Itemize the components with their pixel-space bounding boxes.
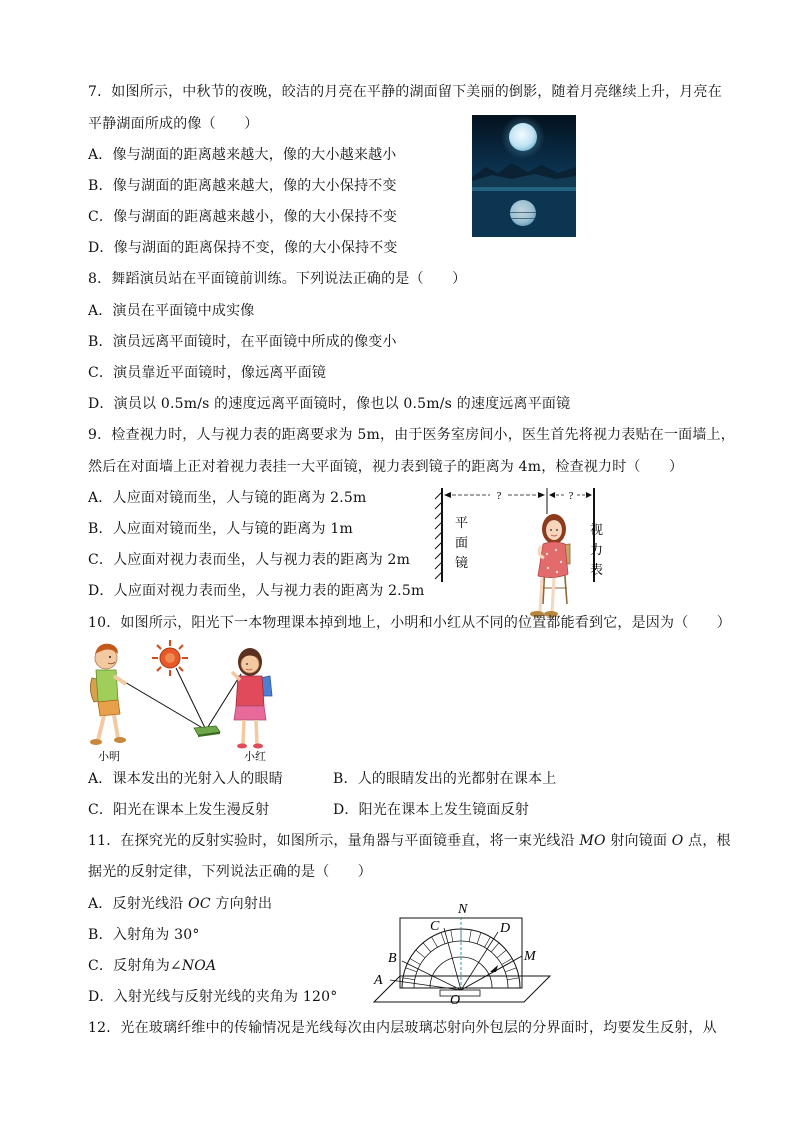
label-xiaoming: 小明 — [98, 750, 120, 763]
eye-test-figure — [430, 484, 603, 634]
protractor-reflection-figure — [370, 898, 554, 1008]
mirror-label-1: 平 — [455, 516, 469, 531]
q8-option-c: C．演员靠近平面镜时，像远离平面镜 — [88, 365, 327, 381]
distance-unknown-2: ? — [568, 490, 574, 502]
chart-label-3: 表 — [589, 563, 603, 578]
label-d: D — [500, 921, 511, 936]
label-xiaohong: 小红 — [244, 750, 266, 763]
distance-unknown-1: ? — [496, 490, 502, 502]
moon-icon — [509, 123, 537, 151]
q10-option-b: B．人的眼睛发出的光都射在课本上 — [333, 771, 557, 787]
q8-option-a: A．演员在平面镜中成实像 — [88, 303, 255, 319]
label-c: C — [430, 919, 440, 934]
q10-stem: 10．如图所示，阳光下一本物理课本掉到地上，小明和小红从不同的位置都能看到它，是因为（ ） — [88, 615, 732, 631]
q11-option-a: A．反射光线沿 OC 方向射出 — [88, 896, 273, 912]
chart-label-2: 力 — [589, 543, 603, 558]
q9-option-a: A．人应面对镜而坐，人与镜的距离为 2.5m — [88, 490, 367, 506]
boy-xiaoming-icon — [90, 644, 126, 745]
seated-girl-icon — [530, 514, 570, 617]
q7-option-d: D．像与湖面的距离保持不变，像的大小保持不变 — [88, 240, 398, 256]
q9-option-b: B．人应面对镜而坐，人与镜的距离为 1m — [88, 521, 353, 537]
q10-option-d: D．阳光在课本上发生镜面反射 — [333, 802, 530, 818]
mirror-label-3: 镜 — [455, 556, 469, 571]
q7-option-c: C．像与湖面的距离越来越小，像的大小保持不变 — [88, 209, 398, 225]
q9-stem-line1: 9．检查视力时，人与视力表的距离要求为 5m，由于医务室房间小，医生首先将视力表贴在一面墙上， — [88, 427, 735, 443]
moon-lake-photo — [472, 115, 576, 237]
q10-option-c: C．阳光在课本上发生漫反射 — [88, 802, 270, 818]
label-n: N — [458, 902, 468, 917]
q9-option-c: C．人应面对视力表而坐，人与视力表的距离为 2m — [88, 552, 411, 568]
q10-option-a: A．课本发出的光射入人的眼睛 — [88, 771, 283, 787]
q11-stem-line1: 11．在探究光的反射实验时，如图所示，量角器与平面镜垂直，将一束光线沿 MO 射向镜面 O 点，根 — [88, 833, 731, 849]
q7-stem-line2: 平静湖面所成的像（ ） — [88, 116, 259, 132]
q7-stem-line1: 7．如图所示，中秋节的夜晚，皎洁的月亮在平静的湖面留下美丽的倒影，随着月亮继续上升，月亮在 — [88, 84, 722, 100]
q11-stem-line2: 据光的反射定律，下列说法正确的是（ ） — [88, 864, 372, 880]
q8-option-d: D．演员以 0.5m/s 的速度远离平面镜时，像也以 0.5m/s 的速度远离平面镜 — [88, 396, 571, 412]
chart-label-1: 视 — [589, 523, 603, 538]
mirror-label-2: 面 — [455, 536, 469, 551]
label-o: O — [450, 993, 461, 1008]
textbook-reflection-figure — [88, 640, 288, 768]
q9-option-d: D．人应面对视力表而坐，人与视力表的距离为 2.5m — [88, 583, 425, 599]
girl-xiaohong-icon — [232, 648, 272, 749]
q11-option-c: C．反射角为∠NOA — [88, 958, 217, 974]
q8-stem: 8．舞蹈演员站在平面镜前训练。下列说法正确的是（ ） — [88, 271, 467, 287]
q11-option-b: B．入射角为 30° — [88, 927, 200, 943]
q9-stem-line2: 然后在对面墙上正对着视力表挂一大平面镜，视力表到镜子的距离为 4m，检查视力时（ ） — [88, 459, 684, 475]
q12-stem-line1: 12．光在玻璃纤维中的传输情况是光线每次由内层玻璃芯射向外包层的分界面时，均要发生反射，从 — [88, 1020, 717, 1036]
q11-option-d: D．入射光线与反射光线的夹角为 120° — [88, 989, 338, 1005]
label-b: B — [388, 951, 397, 966]
q7-option-b: B．像与湖面的距离越来越大，像的大小保持不变 — [88, 178, 397, 194]
sun-icon — [152, 640, 188, 676]
q8-option-b: B．演员远离平面镜时，在平面镜中所成的像变小 — [88, 334, 397, 350]
q7-option-a: A．像与湖面的距离越来越大，像的大小越来越小 — [88, 147, 397, 163]
label-a: A — [374, 973, 383, 988]
textbook-icon — [194, 726, 220, 737]
label-m: M — [524, 949, 536, 964]
